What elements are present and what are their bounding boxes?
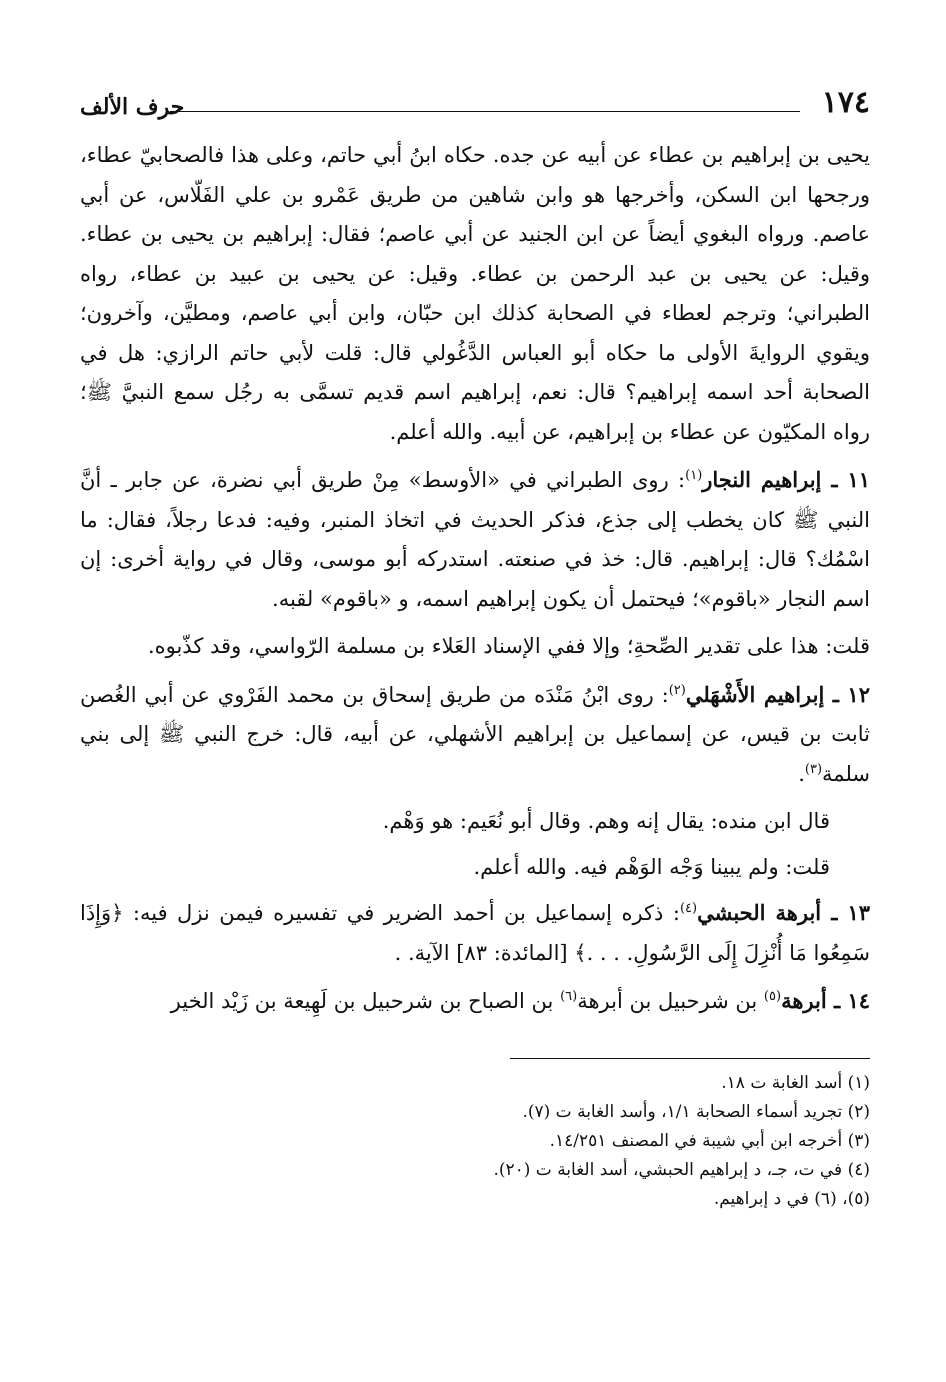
footnote-ref-2: (٢) xyxy=(668,682,686,698)
entry-12: ١٢ ـ إبراهيم الأَشْهَلي$^{(٢)}$: روى ابْنُ مَنْدَه من طريق إسحاق بن محمد الفَرْوي عن أبي الغُصن ثابت بن قيس، عن إسماعيل بن إبراهيم الأشهلي، عن أبيه، قال: خرج النبي ﷺ إلى بني سلمة$^{(٣)}$. xyxy=(80,681,870,786)
footnotes xyxy=(80,1069,870,1214)
comment-wahm: قلت: ولم يبينا وَجْه الوَهْم فيه. والله أعلم. xyxy=(473,854,830,879)
entry-11: ١١ ـ إبراهيم النجار$^{(١)}$: روى الطبراني في «الأوسط» مِنْ طريق أبي نضرة، عن جابر ـ أنَّ النبي ﷺ كان يخطب إلى جذع، فذكر الحديث في اتخاذ المنبر، وفيه: فدعا رجلاً، فقال: ما اسْمُك؟ قال: إبراهيم. قال: خذ في صنعته. استدركه أبو موسى، وقال في رواية أخرى: إن اسم النجار «باقوم»؛ فيحتمل أن يكون إبراهيم اسمه، و «باقوم» لقبه. xyxy=(80,467,870,611)
footnote-ref-3: (٣) xyxy=(804,761,823,777)
entry-13-title: ١٣ ـ أبرهة الحبشي xyxy=(697,900,870,925)
entry-14-title: ١٤ ـ أبرهة xyxy=(781,988,870,1013)
footnote-ref-6: (٦) xyxy=(560,989,578,1004)
comment-paragraph: قلت: هذا على تقدير الصِّحةِ؛ وإلا ففي الإسناد العَلاء بن مسلمة الرّواسي، وقد كذّبوه. xyxy=(147,634,870,658)
main-text xyxy=(80,136,870,1022)
footnote-ref-4: (٤) xyxy=(679,901,698,916)
footnote-5: (٥)، (٦) في د إبراهيم. xyxy=(713,1188,870,1209)
entry-14-text: بن الصباح بن شرحبيل بن لَهِيعة بن زَيْد الخير xyxy=(170,989,554,1013)
entry-14 xyxy=(80,981,870,1022)
footnote-4: (٤) في ت، جـ، د إبراهيم الحبشي، أسد الغابة ت (٢٠). xyxy=(493,1159,870,1180)
entry-11-text: روى الطبراني في «الأوسط» مِنْ طريق أبي نضرة، عن جابر ـ أنَّ النبي ﷺ كان يخطب إلى جذع، فذكر الحديث في اتخاذ المنبر، وفيه: فدعا رجلاً، فقال: ما اسْمُك؟ قال: إبراهيم. قال: خذ في صنعته. استدركه أبو موسى، وقال في رواية أخرى: إن اسم النجار «باقوم»؛ فيحتمل أن يكون إبراهيم اسمه، و «باقوم» لقبه. xyxy=(80,468,870,611)
footnote-ref-1: (١) xyxy=(685,468,703,483)
page-number: ١٧٤ xyxy=(821,85,870,120)
paragraph-continuation: يحيى بن إبراهيم بن عطاء عن أبيه عن جده. حكاه ابنُ أبي حاتم، وعلى هذا فالصحابيّ عطاء، ورجحها ابن السكن، وأخرجها هو وابن شاهين من طريق عَمْرو بن علي الفَلّاس، عن أبي عاصم. ورواه البغوي أيضاً عن ابن الجنيد عن أبي عاصم؛ فقال: إبراهيم بن يحيى بن عطاء. وقيل: عن يحيى بن عبد الرحمن بن عطاء. وقيل: عن يحيى بن عبيد بن عطاء، رواه الطبراني؛ وترجم لعطاء في الصحابة كذلك ابن حبّان، وابن أبي عاصم، ومطيَّن، وآخرون؛ ويقوي الروايةَ الأولى ما حكاه أبو العباس الدَّغُولي قال: قلت لأبي حاتم الرازي: هل في الصحابة أحد اسمه إبراهيم؟ قال: نعم، إبراهيم اسم قديم تسمَّى به رجُل سمع النبيَّ ﷺ؛ رواه المكيّون عن عطاء بن إبراهيم، عن أبيه. والله أعلم. xyxy=(80,143,870,444)
entry-12-text: روى ابْنُ مَنْدَه من طريق إسحاق بن محمد الفَرْوي عن أبي الغُصن ثابت بن قيس، عن إسماعيل بن إبراهيم الأشهلي، عن أبيه، قال: خرج النبي ﷺ إلى بني سلمة xyxy=(80,682,870,786)
footnote-ref-5: (٥) xyxy=(763,989,782,1004)
quote-ibn-mandah: قال ابن منده: يقال إنه وهم. وقال أبو نُعَيم: هو وَهْم. xyxy=(382,809,830,833)
running-title: حرف الألف xyxy=(80,94,185,120)
entry-11-title: ١١ ـ إبراهيم النجار xyxy=(702,467,870,492)
page-header xyxy=(80,70,870,118)
book-page xyxy=(80,70,870,1360)
footnote-rule xyxy=(510,1058,870,1059)
entry-14-middle: بن شرحبيل بن أبرهة xyxy=(577,989,758,1013)
footnote-2: (٢) تجريد أسماء الصحابة ١/١، وأسد الغابة ت (٧). xyxy=(522,1101,870,1122)
entry-13: ١٣ ـ أبرهة الحبشي$^{(٤)}$: ذكره إسماعيل بن أحمد الضرير في تفسيره فيمن نزل فيه: ﴿وَإِذَا سَمِعُوا مَا أُنْزِلَ إِلَى الرَّسُولِ. . . .﴾ [المائدة: ٨٣] الآية. . xyxy=(80,900,870,965)
footnote-1: (١) أسد الغابة ت ١٨. xyxy=(721,1072,870,1093)
header-rule xyxy=(170,111,800,112)
footnote-3: (٣) أخرجه ابن أبي شيبة في المصنف ١٤/٢٥١. xyxy=(549,1130,870,1151)
entry-12-title: ١٢ ـ إبراهيم الأَشْهَلي xyxy=(685,681,870,707)
entry-13-text: ذكره إسماعيل بن أحمد الضرير في تفسيره فيمن نزل فيه: ﴿وَإِذَا سَمِعُوا مَا أُنْزِلَ إِلَى الرَّسُولِ. . . .﴾ [المائدة: ٨٣] الآية. . xyxy=(80,901,870,965)
